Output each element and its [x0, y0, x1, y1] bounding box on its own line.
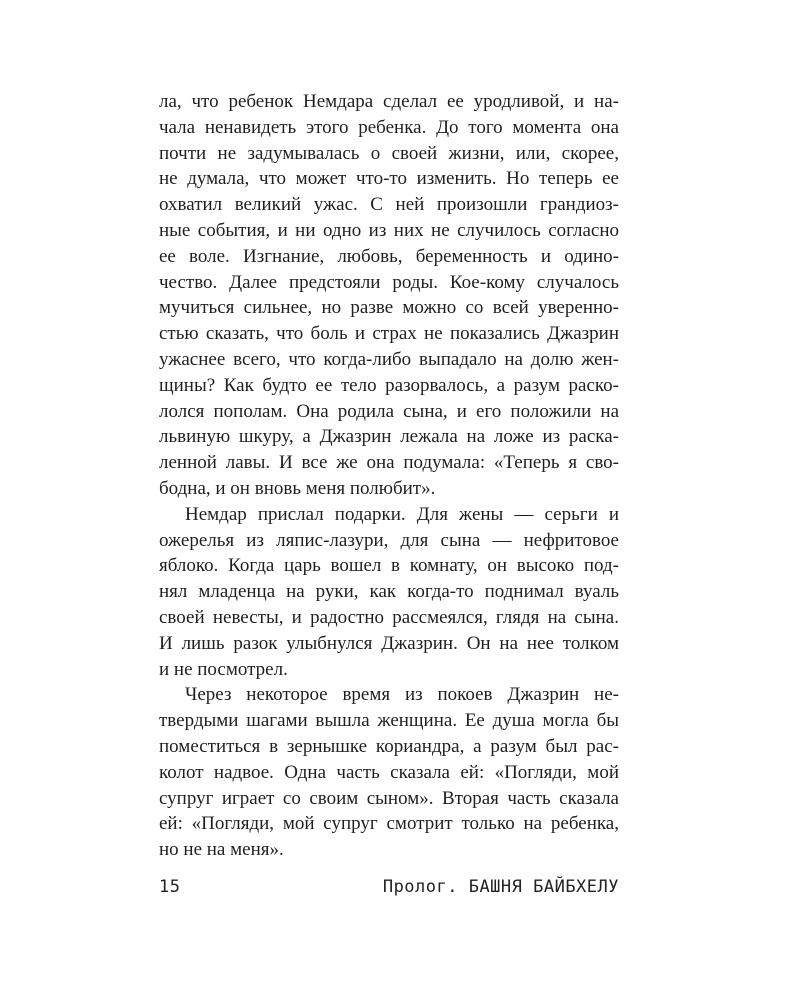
text-line: Через некоторое время из покоев Джазрин не-	[185, 684, 619, 706]
running-head: Пролог. БАШНЯ БАЙБХЕЛУ	[382, 877, 619, 897]
body-text	[159, 89, 619, 863]
text-line: щины? Как будто ее тело разорвалось, а разум раско-	[159, 374, 619, 396]
text-line: ужаснее всего, что когда-либо выпадало на долю жен-	[159, 348, 619, 370]
text-line: И лишь разок улыбнулся Джазрин. Он на нее толком	[159, 632, 619, 654]
text-line: львиную шкуру, а Джазрин лежала на ложе из раска-	[159, 426, 619, 448]
page-footer	[159, 877, 619, 903]
text-line: ные события, и ни одно из них не случилось согласно	[159, 219, 619, 241]
text-line: почти не задумывалась о своей жизни, или, скорее,	[159, 142, 619, 164]
text-line: бодна, и он вновь меня полюбит».	[159, 477, 436, 499]
text-line: Немдар прислал подарки. Для жены — серьги и	[185, 503, 619, 525]
text-line: мучиться сильнее, но разве можно со всей уверенно-	[159, 297, 619, 319]
text-line: ла, что ребенок Немдара сделал ее уродливой, и на-	[159, 91, 619, 112]
text-line: ожерелья из ляпис-лазури, для сына — нефритовое	[159, 529, 619, 551]
text-line: твердыми шагами вышла женщина. Ее душа могла бы	[159, 710, 619, 732]
text-line: охватил великий ужас. С ней произошли грандиоз-	[159, 194, 619, 216]
text-line: лолся пополам. Она родила сына, и его положили на	[159, 400, 619, 422]
text-line: не думала, что может что-то изменить. Но теперь ее	[159, 168, 619, 190]
text-line: нял младенца на руки, как когда-то поднимал вуаль	[159, 581, 619, 603]
text-line: но не на меня».	[159, 839, 284, 861]
text-line: ей: «Погляди, мой супруг смотрит только на ребенка,	[159, 813, 619, 835]
page-number: 15	[159, 877, 181, 897]
text-line: чество. Далее предстояли роды. Кое-кому случалось	[159, 271, 619, 293]
text-line: колот надвое. Одна часть сказала ей: «Погляди, мой	[159, 761, 619, 783]
text-line: супруг играет со своим сыном». Вторая часть сказала	[159, 787, 619, 809]
text-line: стью сказать, что боль и страх не показались Джазрин	[159, 323, 619, 345]
text-line: ленной лавы. И все же она подумала: «Теперь я сво-	[159, 452, 619, 474]
text-line: чала ненавидеть этого ребенка. До того момента она	[159, 116, 619, 138]
text-line: своей невесты, и радостно рассмеялся, глядя на сына.	[159, 606, 619, 628]
text-line: яблоко. Когда царь вошел в комнату, он высоко под-	[159, 555, 619, 577]
text-line: и не посмотрел.	[159, 658, 288, 680]
text-line: ее воле. Изгнание, любовь, беременность и одино-	[159, 245, 619, 267]
text-line: поместиться в зернышке кориандра, а разум был рас-	[159, 735, 619, 757]
